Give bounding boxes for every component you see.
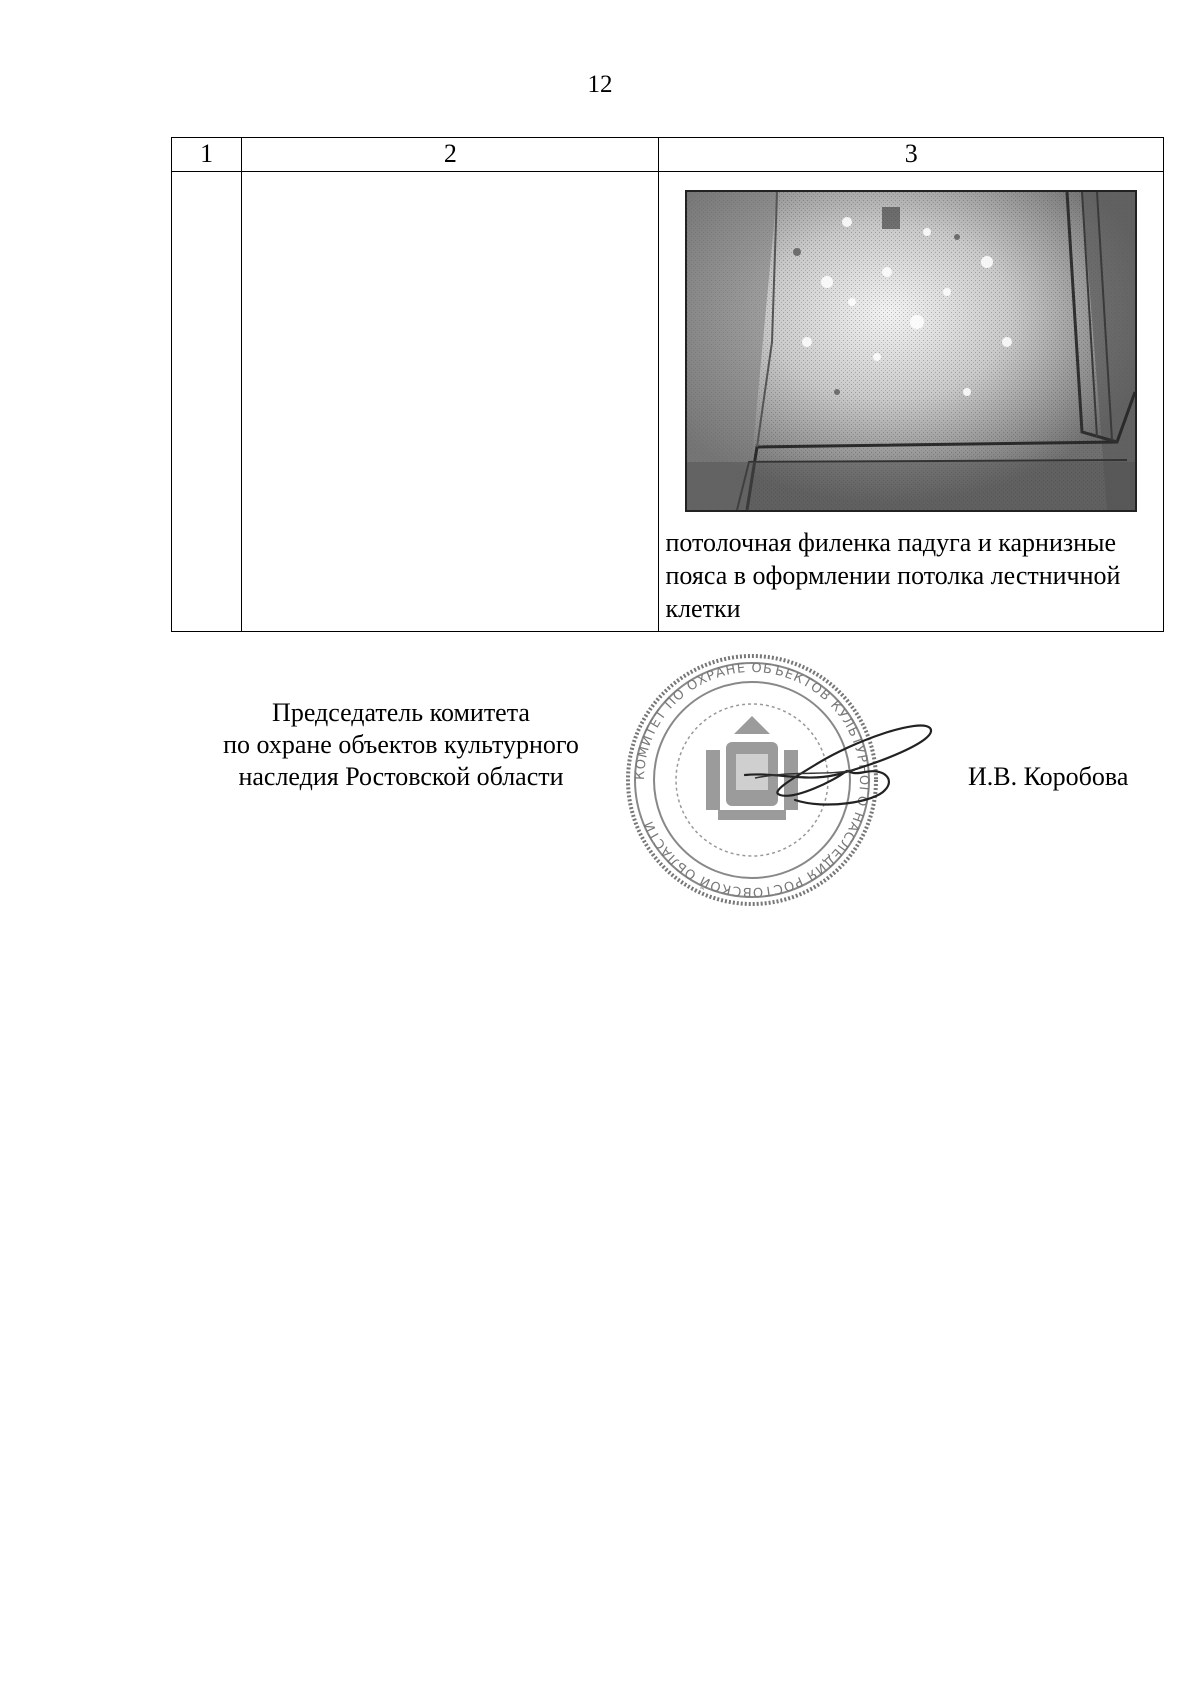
table-header-cell-2: 2 (242, 138, 659, 172)
page-number: 12 (587, 71, 613, 98)
signatory-position (186, 697, 616, 793)
table-header-cell-1: 1 (172, 138, 242, 172)
table-cell-2 (242, 172, 659, 632)
photo-caption: потолочная филенка падуга и карнизные пояса в оформлении потолка лестничной клетки (665, 528, 1121, 623)
table-header-cell-3: 3 (659, 138, 1164, 172)
ceiling-photo (685, 190, 1137, 512)
position-line-1: Председатель комитета (272, 698, 530, 727)
position-line-2: по охране объектов культурного (223, 730, 579, 759)
table-cell-3 (659, 172, 1164, 632)
handwritten-signature (735, 720, 945, 815)
document-table (171, 137, 1164, 632)
stamp-text: КОМИТЕТ ПО ОХРАНЕ ОБЪЕКТОВ КУЛЬТУРНОГО НАСЛЕДИЯ РОСТОВСКОЙ ОБЛАСТИ (632, 660, 872, 900)
position-line-3: наследия Ростовской области (238, 762, 564, 791)
table-header-row (172, 138, 1164, 172)
signatory-name: И.В. Коробова (968, 762, 1129, 791)
table-row (172, 172, 1164, 632)
table-cell-1 (172, 172, 242, 632)
